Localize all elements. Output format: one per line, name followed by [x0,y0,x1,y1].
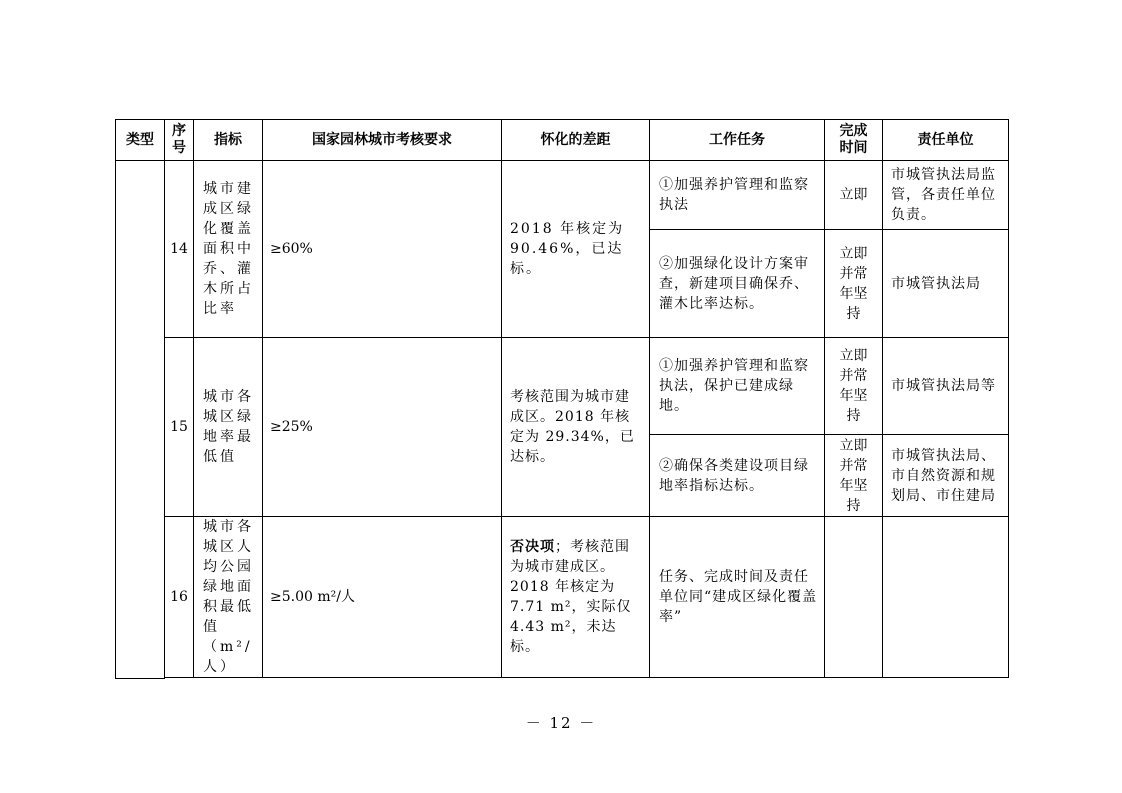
unit-cell: 市城管执法局监管，各责任单位负责。 [883,161,1009,230]
time-cell: 立即并常年坚持 [825,435,883,517]
page-number: － 12 － [525,714,597,732]
table-row [116,338,1009,435]
seq-cell: 15 [165,338,194,517]
unit-cell: 市城管执法局、市自然资源和规划局、市住建局 [883,435,1009,517]
time-cell [825,517,883,678]
task-cell: ②加强绿化设计方案审查，新建项目确保乔、灌木比率达标。 [650,230,825,338]
type-cell [116,161,165,679]
requirement-cell: ≥60% [263,161,502,338]
requirement-cell: ≥5.00 m²/人 [263,517,502,678]
time-cell: 立即 [825,161,883,230]
requirement-cell: ≥25% [263,338,502,517]
indicator-cell: 城市各城区绿地率最低值 [194,338,263,517]
task-cell: 任务、完成时间及责任单位同“建成区绿化覆盖率” [650,517,825,678]
unit-cell: 市城管执法局 [883,230,1009,338]
header-gap: 怀化的差距 [502,120,650,161]
table-row [116,161,1009,230]
seq-cell: 14 [165,161,194,338]
header-seq: 序号 [165,120,194,161]
table-row [116,517,1009,678]
indicator-cell: 城市建成区绿化覆盖面积中乔、灌木所占比率 [194,161,263,338]
gap-cell: 2018 年核定为 90.46%，已达标。 [502,161,650,338]
unit-cell: 市城管执法局等 [883,338,1009,435]
table-header-row [116,120,1009,161]
header-task: 工作任务 [650,120,825,161]
header-time: 完成时间 [825,120,883,161]
indicator-cell: 城市各城区人均公园绿地面积最低值（m²/人） [194,517,263,678]
gap-cell: 考核范围为城市建成区。2018 年核定为 29.34%，已达标。 [502,338,650,517]
task-cell: ①加强养护管理和监察执法，保护已建成绿地。 [650,338,825,435]
unit-cell [883,517,1009,678]
time-cell: 立即并常年坚持 [825,230,883,338]
indicator-table [115,119,1009,679]
task-cell: ②确保各类建设项目绿地率指标达标。 [650,435,825,517]
seq-cell: 16 [165,517,194,678]
veto-label: 否决项 [510,539,555,555]
header-requirement: 国家园林城市考核要求 [263,120,502,161]
header-unit: 责任单位 [883,120,1009,161]
time-cell: 立即并常年坚持 [825,338,883,435]
header-indicator: 指标 [194,120,263,161]
gap-cell [502,517,650,678]
gap-text: ；考核范围为城市建成区。2018 年核定为 7.71 m²，实际仅 4.43 m²，未达标。 [510,539,632,655]
header-type: 类型 [116,120,165,161]
task-cell: ①加强养护管理和监察执法 [650,161,825,230]
